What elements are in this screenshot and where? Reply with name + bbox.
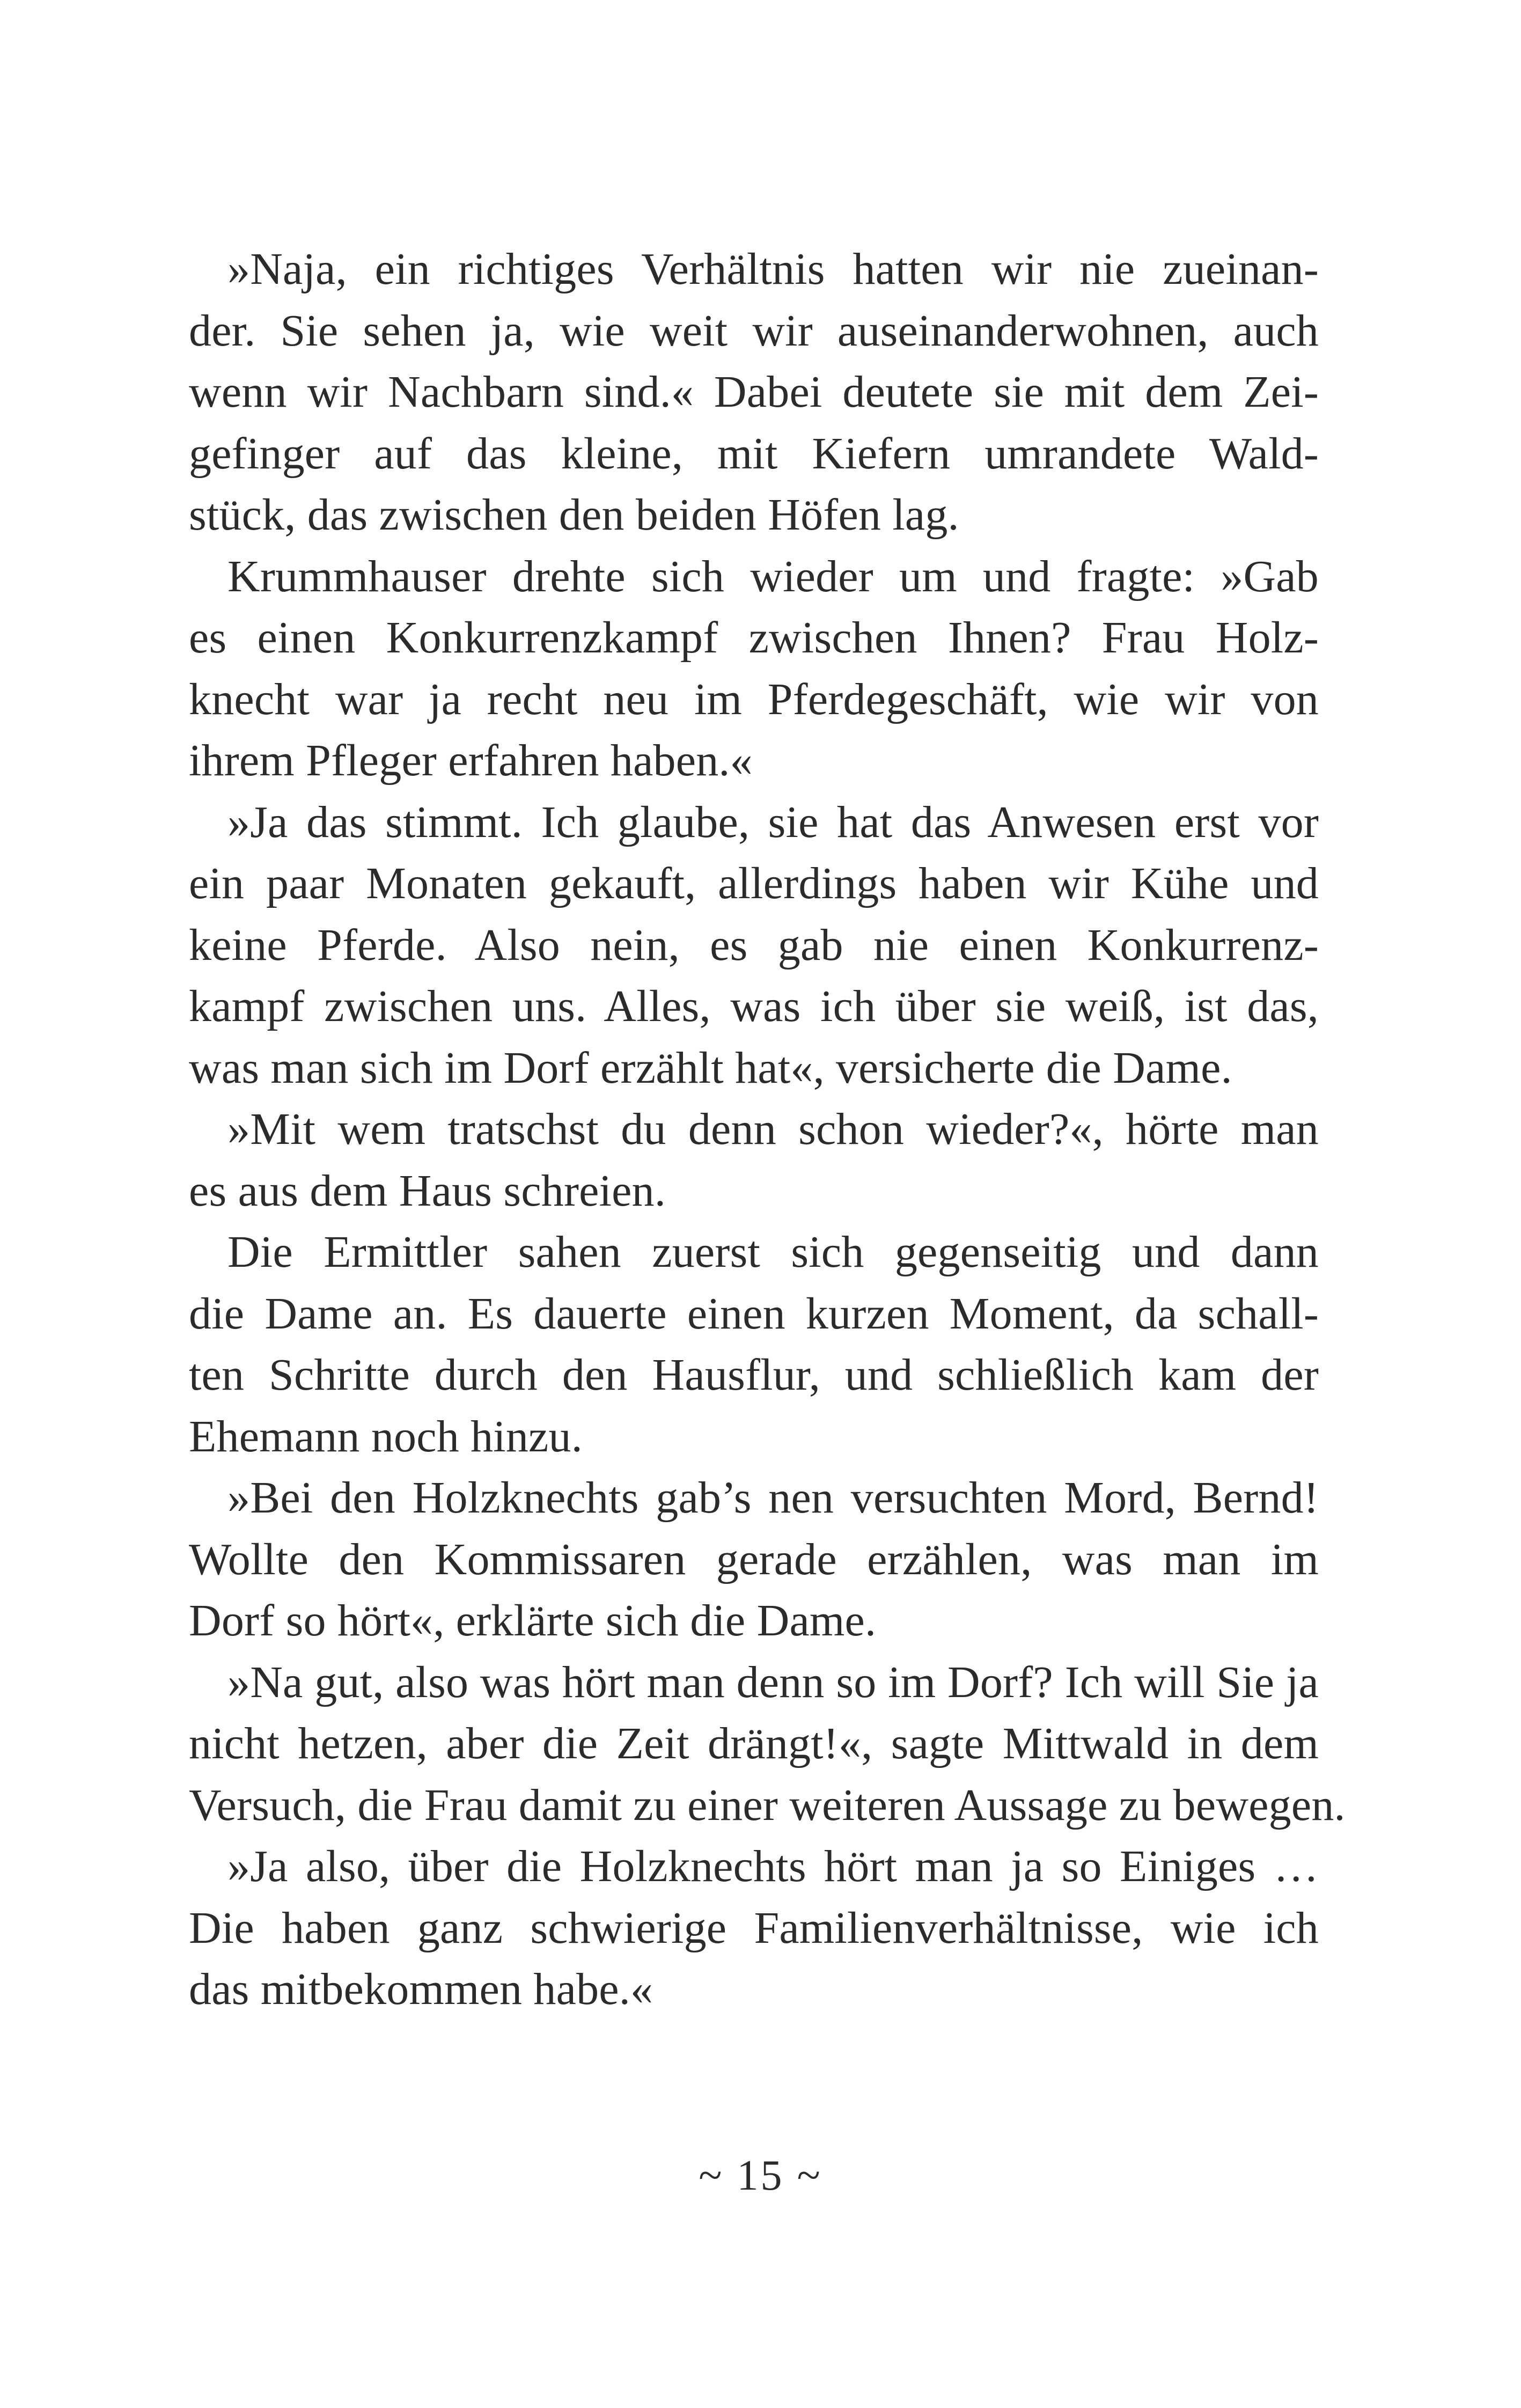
- text-line: wenn wir Nachbarn sind.« Dabei deutete sie mit dem Zei-: [189, 367, 1319, 417]
- text-line: »Mit wem tratschst du denn schon wieder?«, hörte man: [227, 1104, 1319, 1154]
- text-line: »Naja, ein richtiges Verhältnis hatten wir nie zueinan-: [227, 244, 1319, 294]
- text-line: ein paar Monaten gekauft, allerdings haben wir Kühe und: [189, 858, 1319, 908]
- text-line: »Ja das stimmt. Ich glaube, sie hat das Anwesen erst vor: [227, 797, 1319, 847]
- text-line: Versuch, die Frau damit zu einer weiteren Aussage zu bewegen.: [189, 1780, 1346, 1830]
- text-line: es aus dem Haus schreien.: [189, 1165, 666, 1216]
- text-line: Die haben ganz schwierige Familienverhältnisse, wie ich: [189, 1903, 1319, 1953]
- text-line: das mitbekommen habe.«: [189, 1964, 653, 2014]
- text-line: was man sich im Dorf erzählt hat«, versicherte die Dame.: [189, 1043, 1232, 1093]
- text-line: Dorf so hört«, erklärte sich die Dame.: [189, 1596, 877, 1646]
- body-text: [189, 239, 1346, 2021]
- text-line: Die Ermittler sahen zuerst sich gegenseitig und dann: [227, 1227, 1319, 1277]
- text-line: Ehemann noch hinzu.: [189, 1411, 583, 1462]
- text-line: der. Sie sehen ja, wie weit wir auseinanderwohnen, auch: [189, 305, 1319, 356]
- text-line: Krummhauser drehte sich wieder um und fragte: »Gab: [227, 551, 1319, 601]
- text-line: nicht hetzen, aber die Zeit drängt!«, sagte Mittwald in dem: [189, 1719, 1319, 1768]
- text-line: ten Schritte durch den Hausflur, und schließlich kam der: [189, 1350, 1319, 1400]
- text-line: gefinger auf das kleine, mit Kiefern umrandete Wald-: [189, 428, 1319, 479]
- text-line: die Dame an. Es dauerte einen kurzen Moment, da schall-: [189, 1288, 1319, 1339]
- text-line: knecht war ja recht neu im Pferdegeschäft, wie wir von: [189, 674, 1319, 724]
- text-line: stück, das zwischen den beiden Höfen lag.: [189, 490, 959, 540]
- text-line: »Bei den Holzknechts gab’s nen versuchten Mord, Bernd!: [227, 1473, 1319, 1523]
- text-line: Wollte den Kommissaren gerade erzählen, was man im: [189, 1534, 1319, 1584]
- text-line: »Na gut, also was hört man denn so im Dorf? Ich will Sie ja: [227, 1657, 1319, 1707]
- page-number: ~ 15 ~: [699, 2152, 822, 2199]
- text-line: »Ja also, über die Holzknechts hört man ja so Einiges …: [227, 1841, 1319, 1891]
- text-line: es einen Konkurrenzkampf zwischen Ihnen? Frau Holz-: [189, 613, 1319, 663]
- text-line: ihrem Pfleger erfahren haben.«: [189, 736, 753, 785]
- text-line: keine Pferde. Also nein, es gab nie einen Konkurrenz-: [189, 920, 1319, 970]
- text-line: kampf zwischen uns. Alles, was ich über sie weiß, ist das,: [189, 981, 1319, 1031]
